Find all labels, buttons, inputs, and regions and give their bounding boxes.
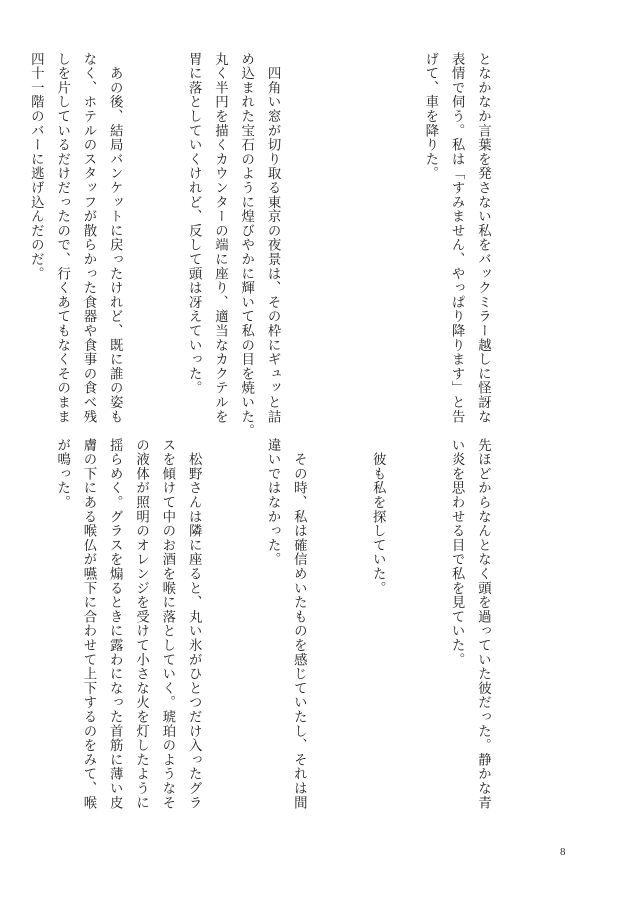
text-block-lower (0, 438, 548, 810)
paragraph: 四角い窓が切り取る東京の夜景は、その枠にギュッと詰 め込まれた宝石のように煌びやかに輝いて私の目を焼いた。 丸く半円を描くカウンターの端に座り、適当なカクテルを 胃に落としていくけれど、反して頭は冴えていった。 (186, 52, 281, 439)
paragraph: となかなか言葉を発さない私をバックミラー越しに怪訝な 表情で伺う。私は「すみません、やっぱり降ります」と告 げて、車を降りた。 (422, 52, 491, 424)
paragraph: 松野さんは隣に座ると、丸い氷がひとつだけ入ったグラ スを傾けて中のお酒を喉に落としていく。琥珀のようなそ の液体が照明のオレンジを受けて小さな火を灯したように 揺らめく。グラスを煽るときに露わになった首筋に薄い皮 膚の下にある喉仏が嚥下に合わせて上下するのをみて、喉 が鳴った。 (54, 438, 202, 810)
paragraph: その時、私は確信めいたものを感じていたし、それは間 違いではなかった。 (265, 438, 307, 810)
text-block-upper (0, 52, 548, 439)
paragraph: あの後、結局バンケットに戻ったけれど、既に誰の姿も なく、ホテルのスタッフが散らかった食器や食事の食べ残 しを片しているだけだったので、行くあてもなくそのまま 四十一階のバーに逃げ込んだのだ。 (28, 52, 123, 424)
paragraph-gap (338, 52, 364, 412)
paragraph: 彼も私を探していた。 (370, 438, 386, 596)
page-number: 8 (560, 846, 566, 858)
paragraph: 先ほどからなんとなく頭を過っていた彼だった。静かな青 い炎を思わせる目で私を見ていた。 (449, 438, 491, 810)
